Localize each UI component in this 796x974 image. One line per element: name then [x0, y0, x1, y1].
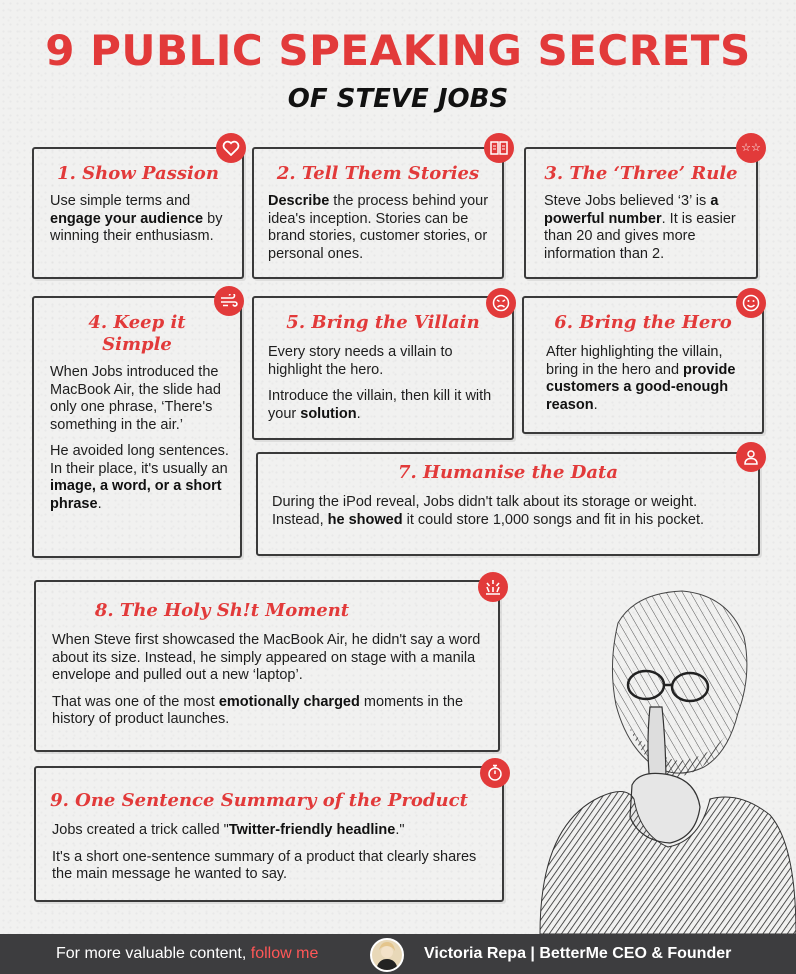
card-one-sentence-summary [34, 766, 504, 902]
footer-bar [0, 934, 796, 974]
footer-author: Victoria Repa | BetterMe CEO & Founder [424, 945, 732, 962]
card-title: 6. Bring the Hero [554, 312, 732, 333]
card-title: 8. The Holy Sh!t Moment [94, 600, 350, 621]
heart-icon [216, 133, 246, 163]
card-holy-moment [34, 580, 500, 752]
card-text: During the iPod reveal, Jobs didn't talk about its storage or weight. Instead, he showed it could store 1,000 songs and fit in his pocket. [272, 494, 705, 528]
wind-icon [214, 286, 244, 316]
angry-face-icon [486, 288, 516, 318]
card-text: When Steve first showcased the MacBook Air, he didn't say a word about its size. Instead, he simply appeared on stage with a manila envelope and pulled out a new ‘laptop’. That was one of the most emotionally charged moments in the history of product launches. [52, 632, 481, 727]
card-tell-them-stories [252, 147, 504, 279]
stars-icon: ☆☆ [736, 133, 766, 163]
person-icon [736, 442, 766, 472]
card-text: After highlighting the villain, bring in the hero and provide customers a good-enough reason. [546, 344, 736, 413]
book-icon [484, 133, 514, 163]
card-title: 1. Show Passion [57, 163, 219, 184]
card-text: Describe the process behind your idea's inception. Stories can be brand stories, customer stories, or personal ones. [268, 193, 489, 262]
card-title: 5. Bring the Villain [286, 312, 480, 333]
card-keep-it-simple [32, 296, 242, 558]
card-text: Steve Jobs believed ‘3’ is a powerful number. It is easier than 20 and gives more information than 2. [544, 193, 736, 262]
card-text: Jobs created a trick called "Twitter-friendly headline." It's a short one-sentence summary of a product that clearly shares the main message he wanted to say. [52, 822, 477, 882]
card-text: When Jobs introduced the MacBook Air, the slide had only one phrase, ‘There's something in the air.’ He avoided long sentences. In their place, it's usually an image, a word, or a short phrase. [50, 364, 229, 512]
card-title: 4. Keep it Simple [88, 312, 186, 355]
card-title: 2. Tell Them Stories [276, 163, 480, 184]
page-subtitle: OF STEVE JOBS [287, 84, 509, 114]
card-title: 9. One Sentence Summary of the Product [50, 790, 468, 811]
footer-cta: For more valuable content, follow me [56, 945, 319, 962]
card-bring-the-hero [522, 296, 764, 434]
card-humanise-the-data [256, 452, 760, 556]
card-show-passion [32, 147, 244, 279]
card-bring-the-villain [252, 296, 514, 440]
card-text: Every story needs a villain to highlight the hero. Introduce the villain, then kill it with your solution. [268, 344, 492, 422]
page-title: 9 PUBLIC SPEAKING SECRETS [45, 26, 751, 75]
avatar [370, 938, 404, 972]
card-three-rule [524, 147, 758, 279]
steve-jobs-sketch [500, 585, 796, 934]
card-title: 7. Humanise the Data [397, 462, 618, 483]
follow-me-link[interactable]: follow me [250, 945, 319, 962]
smile-face-icon [736, 288, 766, 318]
card-text: Use simple terms and engage your audience by winning their enthusiasm. [50, 193, 223, 244]
card-title: 3. The ‘Three’ Rule [544, 163, 738, 184]
